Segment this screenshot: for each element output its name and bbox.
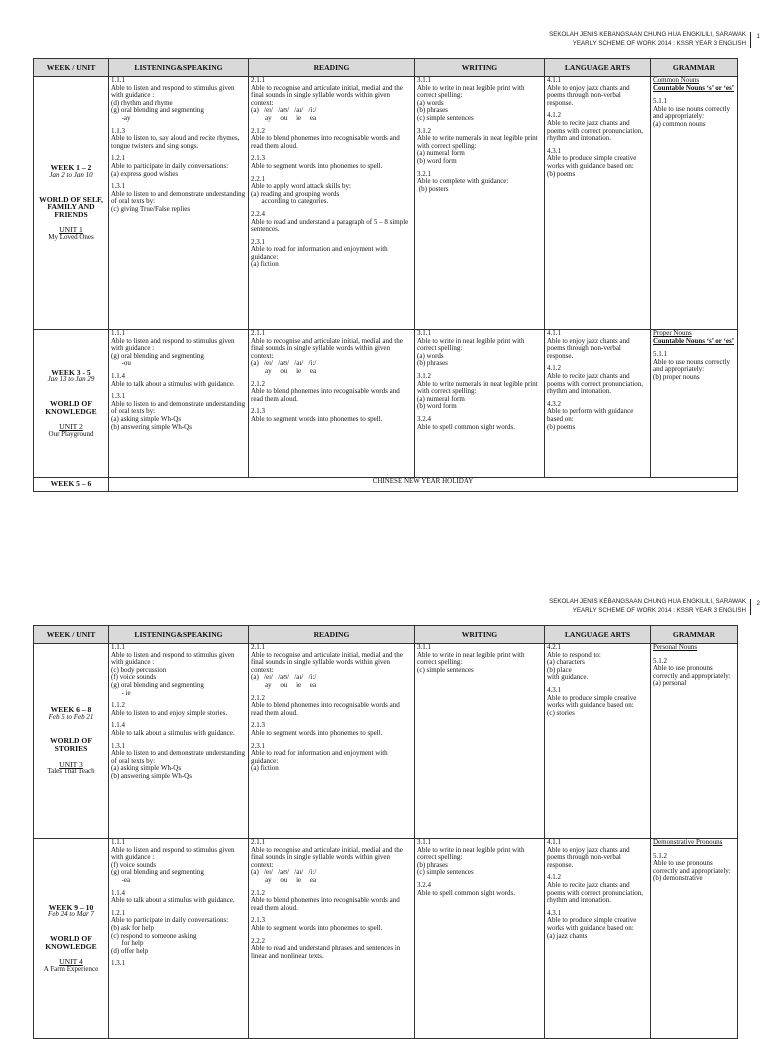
col-writing: WRITING [415,626,545,644]
col-listening: LISTENING&SPEAKING [109,626,249,644]
grammar-topic: Proper Nouns [653,329,692,337]
table-row [34,644,738,839]
writing-cell [415,644,545,839]
scheme-table-page1 [33,58,738,492]
skill-standard: 4.1.1 Able to enjoy jazz chants and poems through non-verbal response. [547,76,630,107]
skill-standard: 1.2.1 Able to participate in daily conversations: (a) express good wishes [111,154,229,178]
listening-cell [109,330,249,478]
grammar-topic: Common Nouns [653,76,700,84]
scheme-subtitle: YEARLY SCHEME OF WORK 2014 : KSSR YEAR 3 ENGLISH [572,40,746,47]
week-label: WEEK 1 – 2 [50,163,92,173]
table-row [34,330,738,478]
unit-title: My Loved Ones [48,232,94,241]
skill-standard: 2.1.3 Able to segment words into phonemes to spell. [251,721,383,737]
week-unit-cell [34,839,109,1039]
skill-standard: 2.3.1 Able to read for information and enjoyment with guidance: (a) fiction [251,741,388,773]
skill-standard: 3.2.1 Able to complete with guidance: (b) posters [417,169,509,193]
col-reading: READING [249,59,415,77]
col-language-arts: LANGUAGE ARTS [545,626,651,644]
skill-standard: 2.2.4 Able to read and understand a paragraph of 5 – 8 simple sentences. [251,209,409,234]
table-row [34,839,738,1039]
skill-standard: 4.2.1 Able to respond to: (a) characters (b) place with guidance. [547,643,601,682]
skill-standard: 2.2.1 Able to apply word attack skills by: (a) reading and grouping words according to categories. [251,174,351,206]
skill-standard: 2.1.2 Able to blend phonemes into recognisable words and read them aloud. [251,379,400,403]
theme-title: WORLD OF KNOWLEDGE [45,933,97,951]
skill-standard: 4.1.2 Able to recite jazz chants and poems with correct pronunciation, rhythm and intonation. [547,873,644,905]
skill-standard: 1.1.1 Able to listen and respond to stimulus given with guidance : (d) rhythm and rhyme (g) oral blending and segmenting -ay [111,76,235,122]
week-label: WEEK 6 – 8 [50,705,92,715]
skill-standard: 2.1.1 Able to recognise and articulate initial, medial and the final sounds in single syllable words within given context: (a) /eɪ/ /aʊ/ /aɪ/ /i:/ ay ou ie ea [251,76,403,122]
unit-number: UNIT 3 [59,759,83,769]
grammar-standard: 5.1.2 Able to use pronouns correctly and appropriately: (b) demonstrative [653,851,731,883]
col-grammar: GRAMMAR [651,626,738,644]
writing-cell [415,77,545,330]
skill-standard: 4.3.1 Able to produce simple creative works with guidance based on: (a) jazz chants [547,908,637,940]
col-grammar: GRAMMAR [651,59,738,77]
skill-standard: 1.2.1 Able to participate in daily conversations: (b) ask for help (c) respond to someone asking for help (d) offer help [111,908,229,955]
language-arts-cell [545,330,651,478]
reading-cell [249,839,415,1039]
week-label: WEEK 9 – 10 [48,902,94,912]
theme-title: WORLD OF SELF, FAMILY AND FRIENDS [39,194,103,219]
skill-standard: 4.3.1 Able to produce simple creative works with guidance based on: (b) poems [547,146,637,178]
skill-standard: 1.1.4 Able to talk about a stimulus with guidance. [111,888,235,905]
skill-standard: 4.1.1 Able to enjoy jazz chants and poems through non-verbal response. [547,838,630,869]
skill-standard: 1.1.1 Able to listen and respond to stimulus given with guidance : (c) body percussion (f) voice sounds (g) oral blending and segmenting - ie [111,643,235,697]
week-dates: Feb 24 to Mar 7 [48,910,94,919]
skill-standard: 1.1.1 Able to listen and respond to stimulus given with guidance : (f) voice sounds (g) oral blending and segmenting -ea [111,838,235,884]
reading-cell [249,330,415,478]
skill-standard: 3.1.1 Able to write in neat legible print with correct spelling: (b) phrases (c) simple sentences [417,838,525,877]
skill-standard: 3.1.2 Able to write numerals in neat legible print with correct spelling: (a) numeral form (b) word form [417,126,538,165]
week-unit-cell [34,644,109,839]
skill-standard: 2.1.2 Able to blend phonemes into recognisable words and read them aloud. [251,693,400,717]
skill-standard: 1.3.1 Able to listen to and demonstrate understanding of oral texts by: (a) asking simple Wh-Qs (b) answering simple Wh-Qs [111,741,246,780]
grammar-topic: Personal Nouns [653,643,698,651]
week-unit-cell [34,330,109,478]
skill-standard: 4.3.2 Able to perform with guidance based on: (b) poems [547,399,634,431]
page-header [549,30,760,48]
listening-cell [109,77,249,330]
skill-standard: 1.1.2 Able to listen to and enjoy simple stories. [111,701,228,717]
skill-standard: 3.2.4 Able to spell common sight words. [417,880,515,897]
grammar-topic: Demonstrative Pronouns [653,838,723,846]
grammar-standard: 5.1.2 Able to use pronouns correctly and appropriately: (a) personal [653,656,731,688]
grammar-standard: 5.1.1 Able to use nouns correctly and appropriately: (b) proper nouns [653,350,730,381]
skill-standard: 2.1.2 Able to blend phonemes into recognisable words and read them aloud. [251,888,400,912]
skill-standard: 1.3.1 [111,959,125,968]
grammar-cell [651,644,738,839]
theme-title: WORLD OF STORIES [50,736,92,753]
reading-cell [249,644,415,839]
skill-standard: 4.1.2 Able to recite jazz chants and poems with correct pronunciation, rhythm and intonation. [547,111,644,143]
skill-standard: 1.1.4 Able to talk about a stimulus with guidance. [111,721,235,737]
unit-title: A Farm Experience [43,964,99,973]
skill-standard: 2.1.3 Able to segment words into phonemes to spell. [251,407,383,423]
writing-cell [415,839,545,1039]
grammar-subtopic: Countable Nouns ‘s’ or ‘es’ [653,83,735,92]
listening-cell [109,839,249,1039]
language-arts-cell [545,644,651,839]
skill-standard: 3.2.4 Able to spell common sight words. [417,414,515,431]
grammar-subtopic: Countable Nouns ‘s’ or ‘es’ [653,336,735,345]
reading-cell [249,77,415,330]
skill-standard: 3.1.1 Able to write in neat legible print with correct spelling: (a) words (b) phrases [417,329,525,368]
unit-number: UNIT 2 [59,422,83,432]
skill-standard: 3.1.1 Able to write in neat legible print with correct spelling: (c) simple sentences [417,643,525,674]
grammar-cell [651,77,738,330]
skill-standard: 2.1.3 Able to segment words into phonemes to spell. [251,154,383,170]
holiday-row [34,478,738,492]
skill-standard: 3.1.1 Able to write in neat legible print with correct spelling: (a) words (b) phrases (c) simple sentences [417,76,525,122]
week-unit-cell [34,77,109,330]
skill-standard: 1.1.4 Able to talk about a stimulus with guidance. [111,371,235,388]
skill-standard: 4.1.2 Able to recite jazz chants and poems with correct pronunciation, rhythm and intonation. [547,364,644,396]
table-row [34,77,738,330]
school-name: SEKOLAH JENIS KEBANGSAAN CHUNG HUA ENGKILILI, SARAWAK [549,31,746,38]
page-header [549,597,760,615]
grammar-standard: 5.1.1 Able to use nouns correctly and appropriately: (a) common nouns [653,97,730,128]
col-week-unit: WEEK / UNIT [34,626,109,644]
language-arts-cell [545,839,651,1039]
skill-standard: 1.3.1 Able to listen to and demonstrate understanding of oral texts by: (c) giving True/False replies [111,182,246,213]
holiday-text: CHINESE NEW YEAR HOLIDAY [109,478,738,492]
skill-standard: 2.1.1 Able to recognise and articulate initial, medial and the final sounds in single syllable words within given context: (a) /eɪ/ /aʊ/ /aɪ/ /i:/ ay ou ie ea [251,838,403,884]
grammar-cell [651,839,738,1039]
skill-standard: 2.1.3 Able to segment words into phonemes to spell. [251,916,383,932]
scheme-subtitle: YEARLY SCHEME OF WORK 2014 : KSSR YEAR 3 ENGLISH [572,607,746,614]
col-week-unit: WEEK / UNIT [34,59,109,77]
page-number: 1 [750,32,760,48]
skill-standard: 1.1.3 Able to listen to, say aloud and recite rhymes, tongue twisters and sing songs. [111,126,240,150]
scheme-table-page2 [33,625,738,1039]
theme-title: WORLD OF KNOWLEDGE [45,398,97,416]
skill-standard: 4.1.1 Able to enjoy jazz chants and poems through non-verbal response. [547,329,630,360]
col-listening: LISTENING&SPEAKING [109,59,249,77]
writing-cell [415,330,545,478]
col-writing: WRITING [415,59,545,77]
school-name: SEKOLAH JENIS KEBANGSAAN CHUNG HUA ENGKILILI, SARAWAK [549,598,746,605]
skill-standard: 2.2.2 Able to read and understand phrases and sentences in linear and nonlinear texts. [251,936,401,960]
skill-standard: 2.1.1 Able to recognise and articulate initial, medial and the final sounds in single syllable words within given context: (a) /eɪ/ /aʊ/ /aɪ/ /i:/ ay ou ie ea [251,329,403,375]
page-number: 2 [750,599,760,615]
week-dates: Feb 5 to Feb 21 [48,712,94,721]
skill-standard: 3.1.2 Able to write numerals in neat legible print with correct spelling: (a) numeral form (b) word form [417,371,538,411]
holiday-week: WEEK 5 – 6 [34,478,109,492]
unit-number: UNIT 1 [59,225,83,235]
skill-standard: 1.3.1 Able to listen to and demonstrate understanding of oral texts by: (a) asking simple Wh-Qs (b) answering simple Wh-Qs [111,392,246,431]
skill-standard: 4.3.1 Able to produce simple creative works with guidance based on: (c) stories [547,685,637,717]
skill-standard: 2.1.2 Able to blend phonemes into recognisable words and read them aloud. [251,126,400,150]
unit-number: UNIT 4 [59,957,83,967]
col-reading: READING [249,626,415,644]
week-dates: Jan 2 to Jan 10 [49,171,93,180]
week-dates: Jan 13 to Jan 29 [47,375,95,384]
language-arts-cell [545,77,651,330]
col-language-arts: LANGUAGE ARTS [545,59,651,77]
grammar-cell [651,330,738,478]
skill-standard: 2.1.1 Able to recognise and articulate initial, medial and the final sounds in single syllable words within given context: (a) /eɪ/ /aʊ/ /aɪ/ /i:/ ay ou ie ea [251,643,403,689]
week-label: WEEK 3 - 5 [51,367,91,377]
skill-standard: 1.1.1 Able to listen and respond to stimulus given with guidance : (g) oral blending and segmenting -ou [111,329,235,368]
unit-title: Tales That Teach [47,767,95,776]
skill-standard: 2.3.1 Able to read for information and enjoyment with guidance: (a) fiction [251,237,388,269]
unit-title: Our Playground [48,429,94,438]
listening-cell [109,644,249,839]
